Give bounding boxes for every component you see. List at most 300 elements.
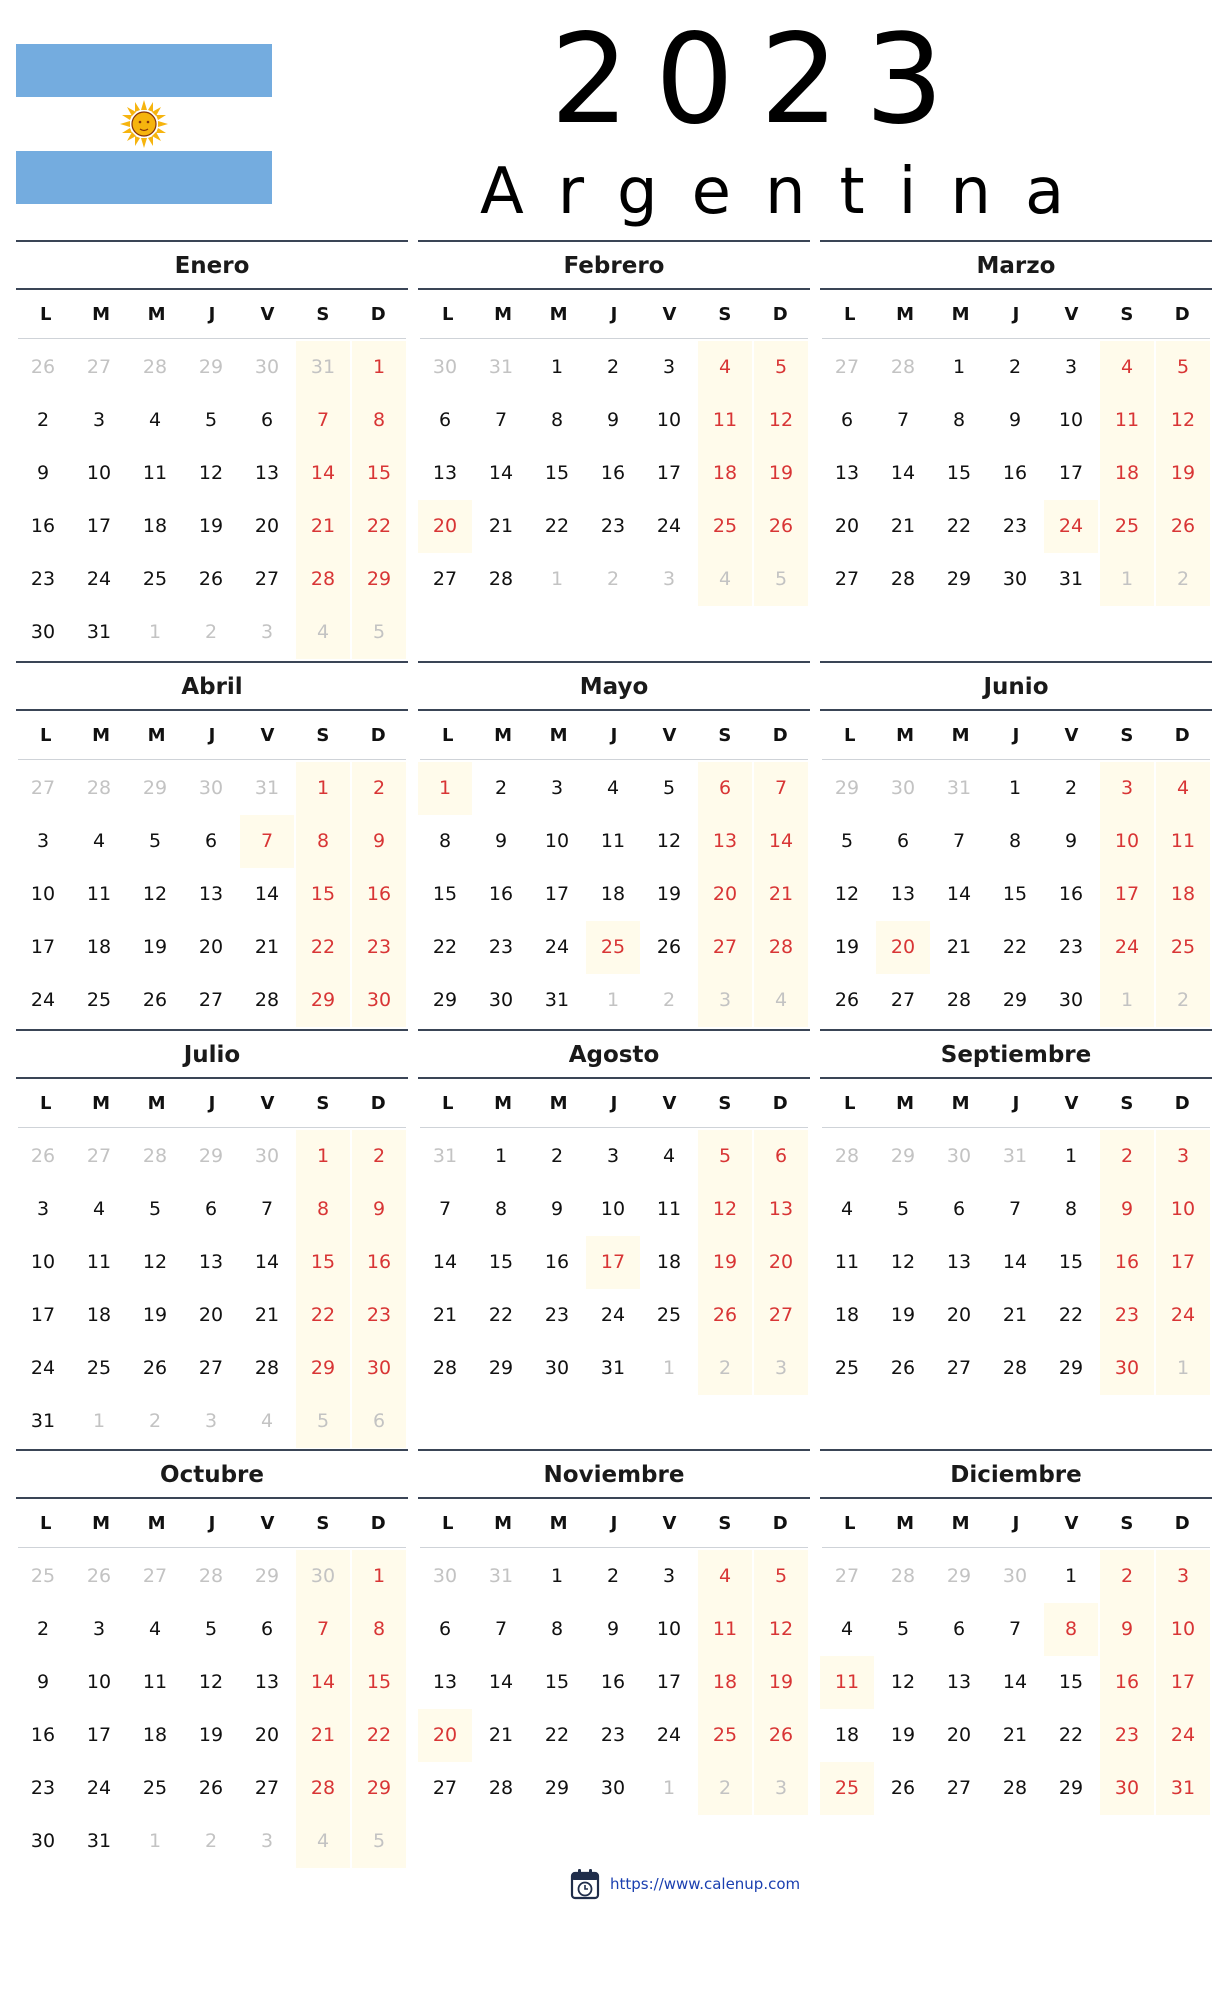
day-cell: 31 [30, 1410, 56, 1432]
day-cell: 24 [86, 1777, 112, 1799]
day-cell: 16 [1002, 462, 1028, 484]
day-cell: 20 [754, 1236, 808, 1289]
adjacent-day-cell: 30 [946, 1145, 972, 1167]
weekday-label: D [1174, 724, 1190, 746]
day-cell: 11 [142, 1671, 168, 1693]
day-cell: 2 [1008, 356, 1022, 378]
day-cell: 2 [1100, 1550, 1154, 1603]
weekday-label: S [718, 1092, 732, 1114]
adjacent-day-cell: 31 [1002, 1145, 1028, 1167]
day-cell: 25 [698, 1709, 752, 1762]
day-cell: 28 [1002, 1357, 1028, 1379]
day-cell: 25 [1156, 921, 1210, 974]
day-cell: 26 [890, 1357, 916, 1379]
day-cell: 28 [296, 553, 350, 606]
day-cell: 3 [1156, 1130, 1210, 1183]
day-cell: 7 [296, 1603, 350, 1656]
weekday-label: L [843, 1092, 856, 1114]
footer [570, 1868, 800, 1900]
day-cell: 24 [656, 1724, 682, 1746]
adjacent-day-cell: 29 [198, 1145, 224, 1167]
adjacent-day-cell: 1 [1156, 1342, 1210, 1395]
day-cell: 22 [488, 1304, 514, 1326]
adjacent-day-cell: 30 [254, 356, 280, 378]
day-cell: 20 [834, 515, 860, 537]
day-cell: 28 [754, 921, 808, 974]
weekday-header [420, 1079, 808, 1128]
day-cell: 6 [754, 1130, 808, 1183]
month-title: Febrero [418, 240, 810, 290]
day-cell: 6 [952, 1618, 966, 1640]
adjacent-day-cell: 25 [30, 1565, 56, 1587]
adjacent-day-cell: 1 [662, 1357, 676, 1379]
day-cell: 24 [600, 1304, 626, 1326]
weekday-label: S [316, 303, 330, 325]
weekday-label: L [441, 303, 454, 325]
weekday-label: S [316, 724, 330, 746]
day-cell: 1 [296, 762, 350, 815]
days-grid [418, 341, 810, 606]
day-cell: 24 [30, 989, 56, 1011]
adjacent-day-cell: 4 [296, 606, 350, 659]
adjacent-day-cell: 6 [352, 1395, 406, 1448]
day-cell: 15 [1058, 1671, 1084, 1693]
adjacent-day-cell: 27 [142, 1565, 168, 1587]
day-cell: 16 [544, 1251, 570, 1273]
days-grid [16, 1130, 408, 1448]
day-cell: 7 [896, 409, 910, 431]
day-cell: 8 [550, 1618, 564, 1640]
day-cell: 2 [606, 356, 620, 378]
day-cell: 3 [1100, 762, 1154, 815]
day-cell: 3 [92, 1618, 106, 1640]
day-cell: 6 [438, 409, 452, 431]
day-cell: 19 [890, 1724, 916, 1746]
day-cell: 16 [488, 883, 514, 905]
day-cell: 9 [36, 462, 50, 484]
day-cell: 22 [1002, 936, 1028, 958]
day-cell: 29 [946, 568, 972, 590]
weekday-label: J [610, 303, 618, 325]
day-cell: 21 [1002, 1724, 1028, 1746]
weekday-label: V [662, 1512, 677, 1534]
day-cell: 14 [488, 462, 514, 484]
day-cell: 17 [30, 1304, 56, 1326]
day-cell: 18 [656, 1251, 682, 1273]
weekday-label: J [1012, 1512, 1020, 1534]
day-cell: 27 [698, 921, 752, 974]
month-title: Junio [820, 661, 1212, 711]
weekday-label: M [951, 1092, 970, 1114]
weekday-label: L [39, 1512, 52, 1534]
day-cell: 21 [296, 500, 350, 553]
day-cell: 13 [946, 1251, 972, 1273]
day-cell: 26 [890, 1777, 916, 1799]
weekday-label: M [92, 1512, 111, 1534]
day-cell: 27 [432, 568, 458, 590]
day-cell: 12 [656, 830, 682, 852]
day-cell: 8 [550, 409, 564, 431]
day-cell: 1 [352, 341, 406, 394]
adjacent-day-cell: 5 [754, 553, 808, 606]
day-cell: 15 [432, 883, 458, 905]
day-cell: 13 [432, 462, 458, 484]
day-cell: 20 [418, 1709, 472, 1762]
day-cell: 2 [36, 409, 50, 431]
day-cell: 19 [698, 1236, 752, 1289]
month-septiembre [820, 1029, 1212, 1395]
day-cell: 5 [1156, 341, 1210, 394]
day-cell: 27 [254, 568, 280, 590]
day-cell: 12 [698, 1183, 752, 1236]
adjacent-day-cell: 4 [296, 1815, 350, 1868]
day-cell: 7 [1008, 1618, 1022, 1640]
day-cell: 10 [600, 1198, 626, 1220]
day-cell: 22 [432, 936, 458, 958]
adjacent-day-cell: 28 [142, 1145, 168, 1167]
day-cell: 8 [296, 815, 350, 868]
day-cell: 29 [1058, 1357, 1084, 1379]
adjacent-day-cell: 3 [662, 568, 676, 590]
weekday-label: M [951, 1512, 970, 1534]
day-cell: 23 [600, 1724, 626, 1746]
day-cell: 17 [1156, 1656, 1210, 1709]
adjacent-day-cell: 1 [148, 621, 162, 643]
day-cell: 17 [1156, 1236, 1210, 1289]
day-cell: 16 [600, 1671, 626, 1693]
month-title: Abril [16, 661, 408, 711]
day-cell: 13 [198, 883, 224, 905]
weekday-header [420, 711, 808, 760]
day-cell: 15 [1058, 1251, 1084, 1273]
day-cell: 9 [1008, 409, 1022, 431]
day-cell: 2 [36, 1618, 50, 1640]
day-cell: 4 [698, 341, 752, 394]
day-cell: 28 [946, 989, 972, 1011]
weekday-label: M [92, 303, 111, 325]
adjacent-day-cell: 5 [296, 1395, 350, 1448]
day-cell: 5 [754, 1550, 808, 1603]
day-cell: 9 [494, 830, 508, 852]
day-cell: 21 [254, 1304, 280, 1326]
day-cell: 24 [656, 515, 682, 537]
adjacent-day-cell: 1 [662, 1777, 676, 1799]
day-cell: 4 [606, 777, 620, 799]
day-cell: 9 [550, 1198, 564, 1220]
day-cell: 3 [662, 1565, 676, 1587]
month-agosto [418, 1029, 810, 1395]
day-cell: 16 [352, 868, 406, 921]
day-cell: 25 [698, 500, 752, 553]
day-cell: 22 [352, 500, 406, 553]
adjacent-day-cell: 29 [946, 1565, 972, 1587]
weekday-label: M [494, 1092, 513, 1114]
days-grid [820, 762, 1212, 1027]
adjacent-day-cell: 3 [698, 974, 752, 1027]
weekday-label: M [951, 724, 970, 746]
weekday-header [18, 711, 406, 760]
weekday-header [420, 290, 808, 339]
weekday-label: S [1120, 1512, 1134, 1534]
day-cell: 10 [1156, 1183, 1210, 1236]
adjacent-day-cell: 3 [260, 1830, 274, 1852]
adjacent-day-cell: 2 [1156, 974, 1210, 1027]
day-cell: 28 [254, 1357, 280, 1379]
days-grid [16, 1550, 408, 1868]
day-cell: 20 [198, 936, 224, 958]
day-cell: 30 [1100, 1342, 1154, 1395]
weekday-label: J [1012, 303, 1020, 325]
weekday-label: V [260, 724, 275, 746]
adjacent-day-cell: 26 [86, 1565, 112, 1587]
adjacent-day-cell: 31 [488, 356, 514, 378]
weekday-label: L [39, 724, 52, 746]
day-cell: 1 [418, 762, 472, 815]
day-cell: 22 [544, 1724, 570, 1746]
day-cell: 3 [606, 1145, 620, 1167]
website-link[interactable]: https://www.calenup.com [610, 1875, 801, 1893]
day-cell: 25 [820, 1762, 874, 1815]
weekday-label: S [316, 1512, 330, 1534]
weekday-label: V [260, 1512, 275, 1534]
day-cell: 24 [1044, 500, 1098, 553]
day-cell: 5 [204, 409, 218, 431]
weekday-label: L [843, 303, 856, 325]
day-cell: 30 [30, 621, 56, 643]
days-grid [418, 1550, 810, 1815]
day-cell: 23 [1100, 1289, 1154, 1342]
adjacent-day-cell: 5 [352, 1815, 406, 1868]
day-cell: 24 [1156, 1709, 1210, 1762]
day-cell: 6 [204, 1198, 218, 1220]
day-cell: 12 [142, 883, 168, 905]
day-cell: 25 [142, 1777, 168, 1799]
day-cell: 11 [1100, 394, 1154, 447]
day-cell: 29 [296, 1342, 350, 1395]
day-cell: 26 [834, 989, 860, 1011]
day-cell: 28 [488, 568, 514, 590]
weekday-label: J [1012, 1092, 1020, 1114]
day-cell: 28 [432, 1357, 458, 1379]
weekday-label: S [718, 1512, 732, 1534]
day-cell: 25 [586, 921, 640, 974]
day-cell: 15 [296, 1236, 350, 1289]
day-cell: 23 [488, 936, 514, 958]
day-cell: 2 [606, 1565, 620, 1587]
weekday-label: D [772, 1092, 788, 1114]
day-cell: 31 [1058, 568, 1084, 590]
adjacent-day-cell: 3 [754, 1762, 808, 1815]
day-cell: 5 [840, 830, 854, 852]
day-cell: 11 [1156, 815, 1210, 868]
day-cell: 14 [254, 1251, 280, 1273]
day-cell: 30 [1002, 568, 1028, 590]
adjacent-day-cell: 30 [198, 777, 224, 799]
weekday-header [822, 1079, 1210, 1128]
day-cell: 11 [600, 830, 626, 852]
day-cell: 9 [1100, 1603, 1154, 1656]
day-cell: 2 [494, 777, 508, 799]
day-cell: 13 [254, 1671, 280, 1693]
adjacent-day-cell: 29 [890, 1145, 916, 1167]
day-cell: 16 [352, 1236, 406, 1289]
argentina-flag-icon [16, 44, 272, 204]
day-cell: 4 [698, 1550, 752, 1603]
adjacent-day-cell: 27 [834, 1565, 860, 1587]
day-cell: 27 [198, 1357, 224, 1379]
day-cell: 17 [544, 883, 570, 905]
day-cell: 18 [86, 936, 112, 958]
day-cell: 15 [352, 1656, 406, 1709]
days-grid [820, 1550, 1212, 1815]
month-febrero [418, 240, 810, 606]
weekday-label: M [896, 303, 915, 325]
day-cell: 23 [1002, 515, 1028, 537]
day-cell: 3 [550, 777, 564, 799]
day-cell: 4 [148, 409, 162, 431]
adjacent-day-cell: 28 [142, 356, 168, 378]
day-cell: 30 [352, 1342, 406, 1395]
day-cell: 17 [86, 1724, 112, 1746]
month-title: Agosto [418, 1029, 810, 1079]
day-cell: 10 [30, 1251, 56, 1273]
day-cell: 17 [656, 462, 682, 484]
day-cell: 31 [86, 1830, 112, 1852]
day-cell: 1 [1008, 777, 1022, 799]
days-grid [418, 762, 810, 1027]
adjacent-day-cell: 2 [1156, 553, 1210, 606]
day-cell: 19 [656, 883, 682, 905]
day-cell: 13 [890, 883, 916, 905]
adjacent-day-cell: 28 [834, 1145, 860, 1167]
day-cell: 1 [296, 1130, 350, 1183]
adjacent-day-cell: 28 [86, 777, 112, 799]
weekday-label: S [316, 1092, 330, 1114]
weekday-label: M [549, 303, 568, 325]
day-cell: 16 [1100, 1236, 1154, 1289]
day-cell: 14 [488, 1671, 514, 1693]
day-cell: 8 [352, 1603, 406, 1656]
weekday-label: D [772, 724, 788, 746]
day-cell: 31 [600, 1357, 626, 1379]
day-cell: 4 [662, 1145, 676, 1167]
day-cell: 6 [896, 830, 910, 852]
weekday-label: J [610, 1512, 618, 1534]
days-grid [16, 762, 408, 1027]
weekday-label: S [1120, 1092, 1134, 1114]
day-cell: 9 [36, 1671, 50, 1693]
day-cell: 27 [198, 989, 224, 1011]
adjacent-day-cell: 28 [890, 356, 916, 378]
adjacent-day-cell: 29 [198, 356, 224, 378]
day-cell: 10 [544, 830, 570, 852]
day-cell: 22 [1058, 1304, 1084, 1326]
day-cell: 11 [86, 883, 112, 905]
day-cell: 18 [698, 447, 752, 500]
weekday-label: M [549, 1512, 568, 1534]
day-cell: 18 [86, 1304, 112, 1326]
day-cell: 26 [754, 1709, 808, 1762]
weekday-label: M [896, 1092, 915, 1114]
weekday-label: M [147, 724, 166, 746]
day-cell: 30 [488, 989, 514, 1011]
day-cell: 8 [1064, 1198, 1078, 1220]
weekday-label: M [494, 303, 513, 325]
adjacent-day-cell: 3 [204, 1410, 218, 1432]
day-cell: 3 [36, 830, 50, 852]
day-cell: 28 [254, 989, 280, 1011]
day-cell: 9 [1064, 830, 1078, 852]
day-cell: 21 [890, 515, 916, 537]
adjacent-day-cell: 26 [30, 356, 56, 378]
weekday-label: D [370, 1092, 386, 1114]
weekday-label: J [208, 303, 216, 325]
day-cell: 18 [600, 883, 626, 905]
day-cell: 13 [698, 815, 752, 868]
weekday-label: D [1174, 303, 1190, 325]
weekday-label: S [1120, 303, 1134, 325]
day-cell: 12 [1156, 394, 1210, 447]
day-cell: 15 [488, 1251, 514, 1273]
day-cell: 20 [254, 515, 280, 537]
weekday-label: M [549, 724, 568, 746]
day-cell: 18 [142, 515, 168, 537]
adjacent-day-cell: 29 [254, 1565, 280, 1587]
day-cell: 18 [1100, 447, 1154, 500]
day-cell: 7 [1008, 1198, 1022, 1220]
day-cell: 9 [352, 815, 406, 868]
day-cell: 23 [30, 568, 56, 590]
day-cell: 12 [754, 1603, 808, 1656]
month-noviembre [418, 1449, 810, 1815]
day-cell: 14 [1002, 1671, 1028, 1693]
day-cell: 13 [254, 462, 280, 484]
day-cell: 18 [834, 1724, 860, 1746]
day-cell: 2 [352, 762, 406, 815]
day-cell: 8 [952, 409, 966, 431]
adjacent-day-cell: 5 [352, 606, 406, 659]
day-cell: 22 [544, 515, 570, 537]
day-cell: 19 [754, 447, 808, 500]
day-cell: 20 [418, 500, 472, 553]
day-cell: 4 [148, 1618, 162, 1640]
day-cell: 29 [1002, 989, 1028, 1011]
day-cell: 6 [952, 1198, 966, 1220]
day-cell: 7 [494, 409, 508, 431]
day-cell: 19 [890, 1304, 916, 1326]
month-title: Noviembre [418, 1449, 810, 1499]
day-cell: 10 [1058, 409, 1084, 431]
month-title: Diciembre [820, 1449, 1212, 1499]
adjacent-day-cell: 4 [260, 1410, 274, 1432]
adjacent-day-cell: 29 [142, 777, 168, 799]
day-cell: 16 [1058, 883, 1084, 905]
day-cell: 29 [352, 553, 406, 606]
adjacent-day-cell: 1 [92, 1410, 106, 1432]
weekday-label: V [662, 1092, 677, 1114]
weekday-label: S [718, 303, 732, 325]
adjacent-day-cell: 30 [296, 1550, 350, 1603]
day-cell: 16 [600, 462, 626, 484]
day-cell: 5 [148, 1198, 162, 1220]
adjacent-day-cell: 3 [260, 621, 274, 643]
day-cell: 5 [204, 1618, 218, 1640]
day-cell: 10 [30, 883, 56, 905]
day-cell: 19 [198, 515, 224, 537]
adjacent-day-cell: 2 [204, 1830, 218, 1852]
month-title: Mayo [418, 661, 810, 711]
day-cell: 14 [432, 1251, 458, 1273]
